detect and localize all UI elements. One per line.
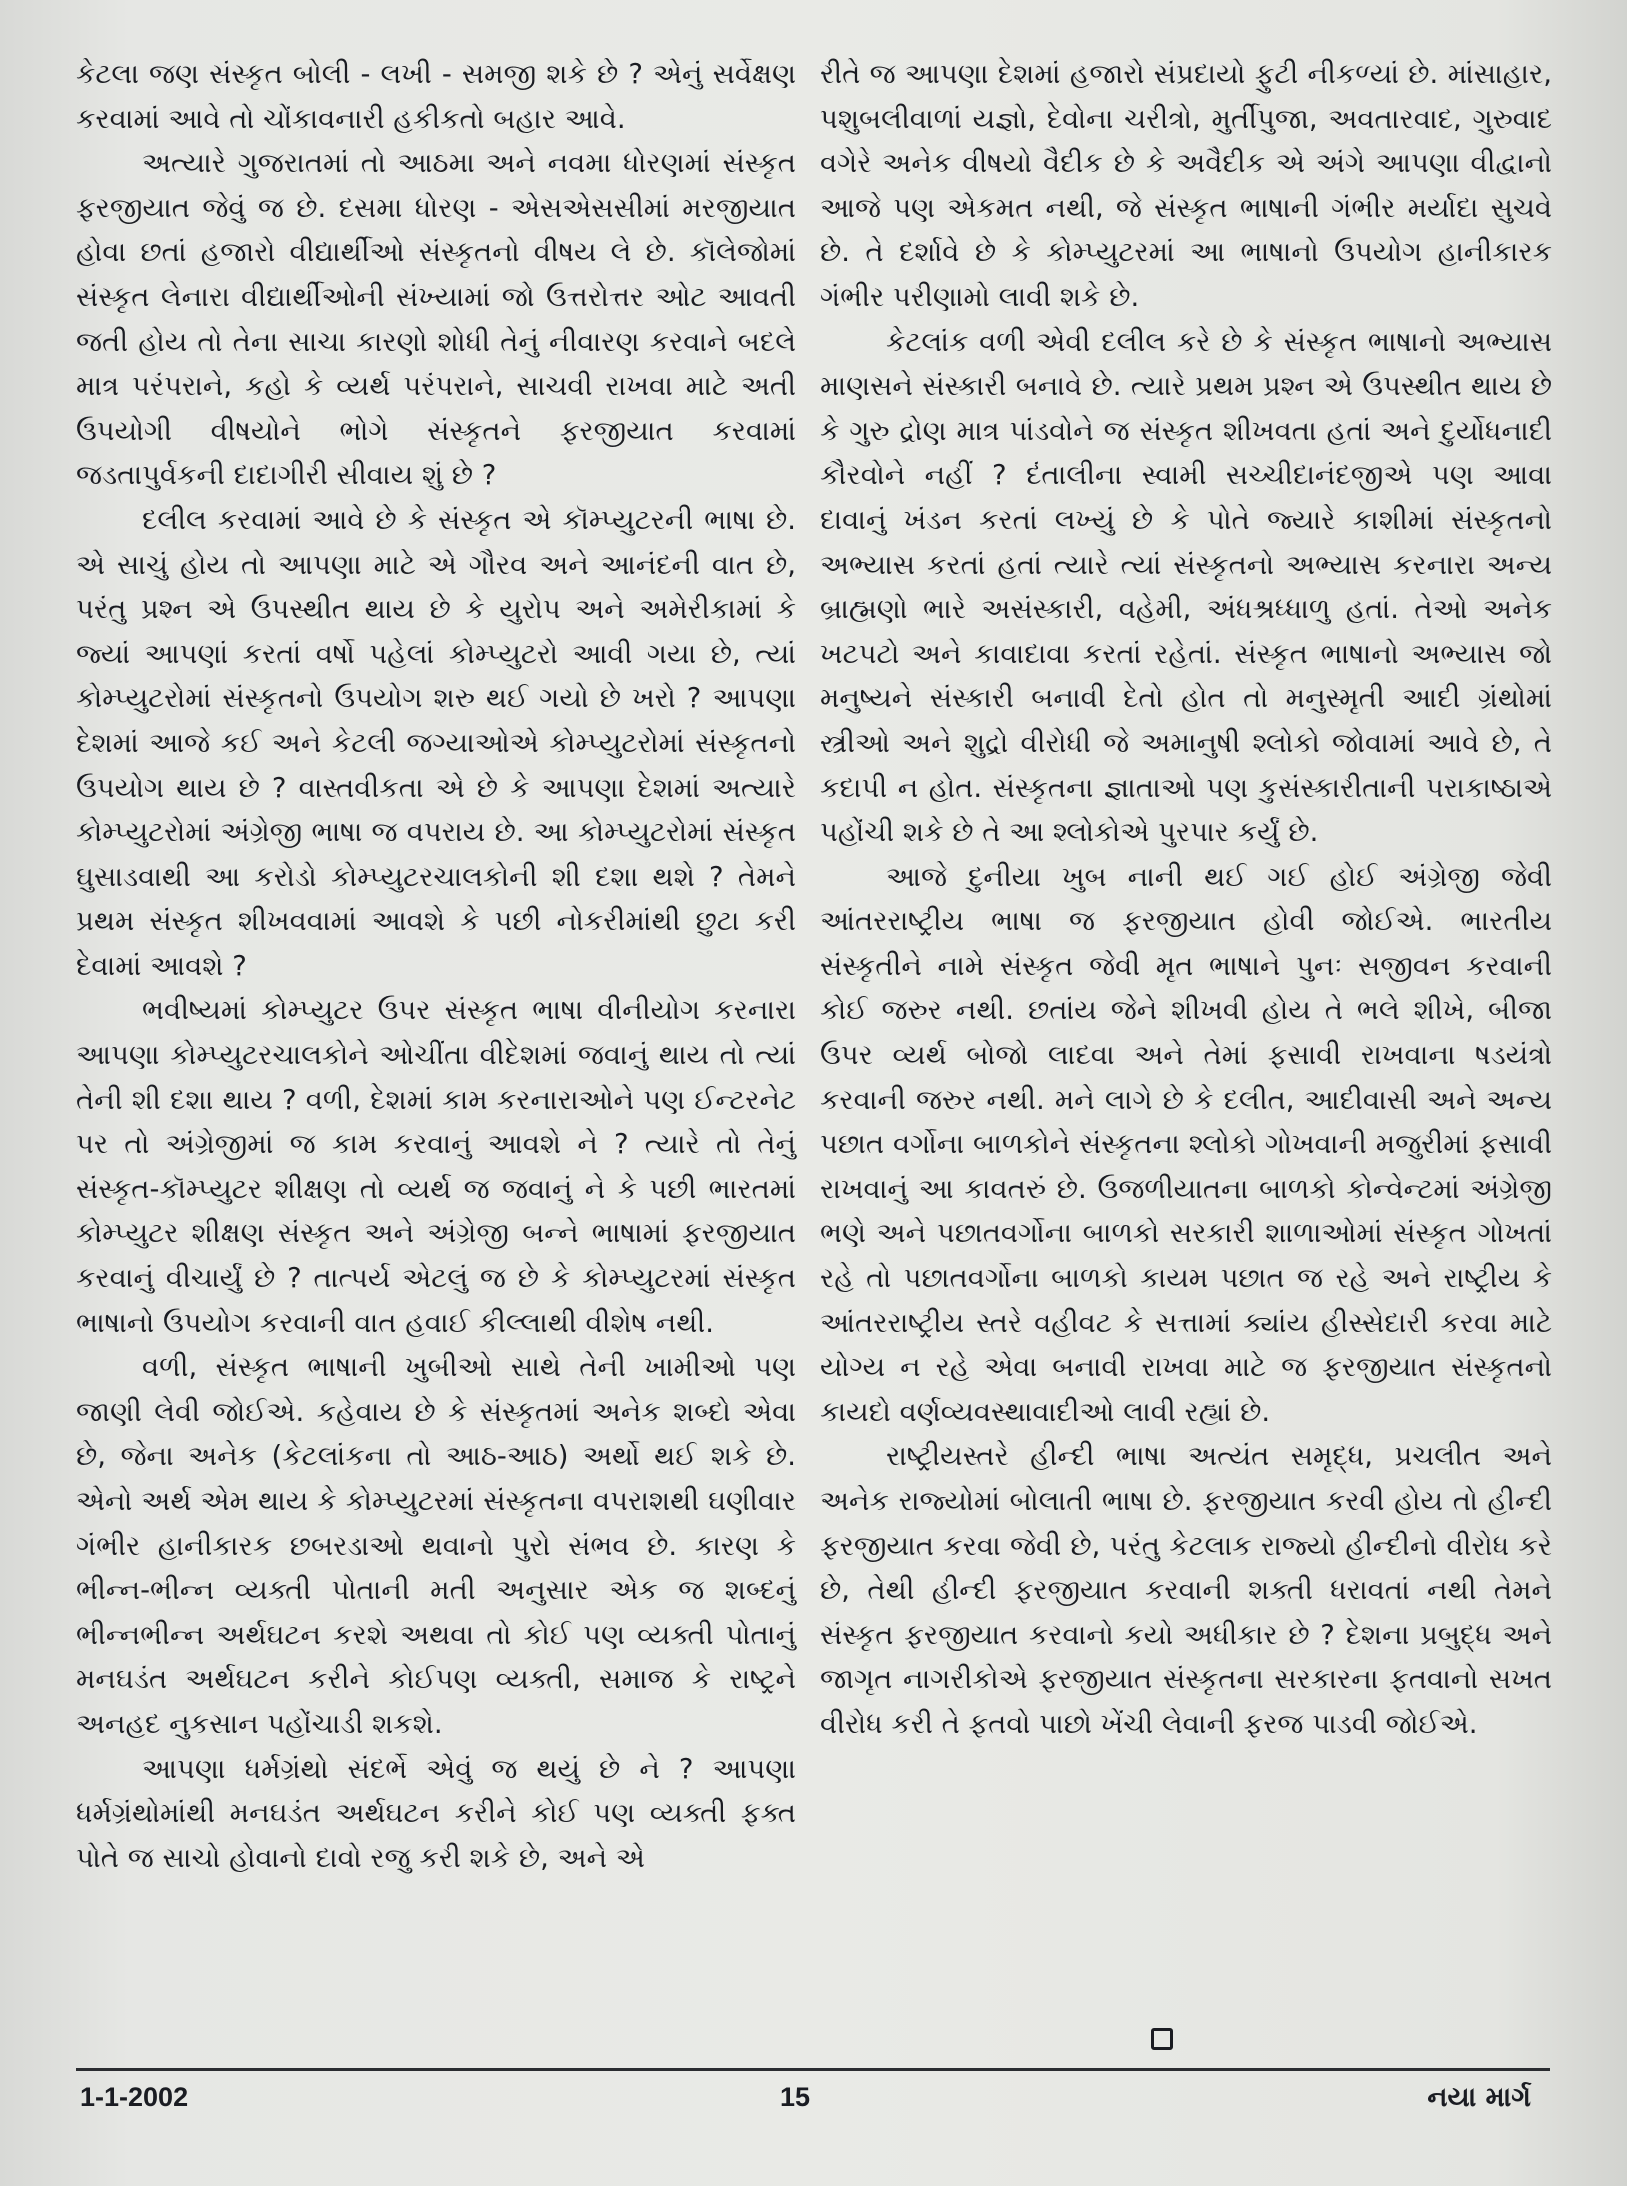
paragraph: ભવીષ્યમાં કોમ્પ્યુટર ઉપર સંસ્કૃત ભાષા વીનીયોગ કરનારા આપણા કોમ્પ્યુટરચાલકોને ઓચીંતા વીદેશમાં જવાનું થાય તો ત્યાં તેની શી દશા થાય ? વળી, દેશમાં કામ કરનારાઓને પણ ઈન્ટરનેટ પર તો અંગ્રેજીમાં જ કામ કરવાનું આવશે ને ? ત્યારે તો તેનું સંસ્કૃત-કૉમ્પ્યુટર શીક્ષણ તો વ્યર્થ જ જવાનું ને કે પછી ભારતમાં કોમ્પ્યુટર શીક્ષણ સંસ્કૃત અને અંગ્રેજી બન્ને ભાષામાં ફરજીયાત કરવાનું વીચાર્યું છે ? તાત્પર્ય એટલું જ છે કે કોમ્પ્યુટરમાં સંસ્કૃત ભાષાનો ઉપયોગ કરવાની વાત હવાઈ કીલ્લાથી વીશેષ નથી.: [76, 994, 796, 1339]
paragraph: અત્યારે ગુજરાતમાં તો આઠમા અને નવમા ધોરણમાં સંસ્કૃત ફરજીયાત જેવું જ છે. દસમા ધોરણ - એસએસસીમાં મરજીયાત હોવા છતાં હજારો વીદ્યાર્થીઓ સંસ્કૃતનો વીષય લે છે. કૉલેજોમાં સંસ્કૃત લેનારા વીદ્યાર્થીઓની સંખ્યામાં જો ઉત્તરોત્તર ઓટ આવતી જતી હોય તો તેના સાચા કારણો શોધી તેનું નીવારણ કરવાને બદલે માત્ર પરંપરાને, કહો કે વ્યર્થ પરંપરાને, સાચવી રાખવા માટે અતી ઉપયોગી વીષયોને ભોગે સંસ્કૃતને ફરજીયાત કરવામાં જડતાપુર્વકની દાદાગીરી સીવાય શું છે ?: [76, 147, 796, 492]
article-end-square-icon: [1151, 2028, 1173, 2050]
page-number: 15: [780, 2082, 811, 2112]
paragraph: કેટલા જણ સંસ્કૃત બોલી - લખી - સમજી શકે છે ? એનું સર્વેક્ષણ કરવામાં આવે તો ચોંકાવનારી હકીકતો બહાર આવે.: [76, 58, 796, 135]
paragraph: રાષ્ટ્રીયસ્તરે હીન્દી ભાષા અત્યંત સમૃદ્ધ, પ્રચલીત અને અનેક રાજ્યોમાં બોલાતી ભાષા છે. ફરજીયાત કરવી હોય તો હીન્દી ફરજીયાત કરવા જેવી છે, પરંતુ કેટલાક રાજ્યો હીન્દીનો વીરોધ કરે છે, તેથી હીન્દી ફરજીયાત કરવાની શક્તી ધરાવતાં નથી તેમને સંસ્કૃત ફરજીયાત કરવાનો કયો અધીકાર છે ? દેશના પ્રબુદ્ધ અને જાગૃત નાગરીકોએ ફરજીયાત સંસ્કૃતના સરકારના ફતવાનો સખત વીરોધ કરી તે ફતવો પાછો ખેંચી લેવાની ફરજ પાડવી જોઈએ.: [820, 1440, 1552, 1740]
footer-divider: [76, 2068, 1550, 2071]
paragraph: રીતે જ આપણા દેશમાં હજારો સંપ્રદાયો ફુટી નીકળ્યાં છે. માંસાહાર, પશુબલીવાળાં યજ્ઞો, દેવોના ચરીત્રો, મુર્તીપુજા, અવતારવાદ, ગુરુવાદ વગેરે અનેક વીષયો વૈદીક છે કે અવૈદીક એ અંગે આપણા વીદ્વાનો આજે પણ એકમત નથી, જે સંસ્કૃત ભાષાની ગંભીર મર્યાદા સુચવે છે. તે દર્શાવે છે કે કોમ્પ્યુટરમાં આ ભાષાનો ઉપયોગ હાનીકારક ગંભીર પરીણામો લાવી શકે છે.: [820, 58, 1552, 313]
issue-date: 1-1-2002: [80, 2082, 189, 2112]
paragraph: આપણા ધર્મગ્રંથો સંદર્ભે એવું જ થયું છે ને ? આપણા ધર્મગ્રંથોમાંથી મનઘડંત અર્થઘટન કરીને કોઈ પણ વ્યક્તી ફક્ત પોતે જ સાચો હોવાનો દાવો રજુ કરી શકે છે, અને એ: [76, 1752, 796, 1874]
left-column: [76, 52, 796, 1880]
paragraph: આજે દુનીયા ખુબ નાની થઈ ગઈ હોઈ અંગ્રેજી જેવી આંતરરાષ્ટ્રીય ભાષા જ ફરજીયાત હોવી જોઈએ. ભારતીય સંસ્કૃતીને નામે સંસ્કૃત જેવી મૃત ભાષાને પુનઃ સજીવન કરવાની કોઈ જરુર નથી. છતાંય જેને શીખવી હોય તે ભલે શીખે, બીજા ઉપર વ્યર્થ બોજો લાદવા અને તેમાં ફસાવી રાખવાના ષડયંત્રો કરવાની જરુર નથી. મને લાગે છે કે દલીત, આદીવાસી અને અન્ય પછાત વર્ગોના બાળકોને સંસ્કૃતના શ્લોકો ગોખવાની મજુરીમાં ફસાવી રાખવાનું આ કાવતરું છે. ઉજળીયાતના બાળકો કોન્વેન્ટમાં અંગ્રેજી ભણે અને પછાતવર્ગોના બાળકો સરકારી શાળાઓમાં સંસ્કૃત ગોખતાં રહે તો પછાતવર્ગોના બાળકો કાયમ પછાત જ રહે અને રાષ્ટ્રીય કે આંતરરાષ્ટ્રીય સ્તરે વહીવટ કે સત્તામાં ક્યાંય હીસ્સેદારી કરવા માટે યોગ્ય ન રહે એવા બનાવી રાખવા માટે જ ફરજીયાત સંસ્કૃતનો કાયદો વર્ણવ્યવસ્થાવાદીઓ લાવી રહ્યાં છે.: [820, 860, 1552, 1428]
paragraph: વળી, સંસ્કૃત ભાષાની ખુબીઓ સાથે તેની ખામીઓ પણ જાણી લેવી જોઈએ. કહેવાય છે કે સંસ્કૃતમાં અનેક શબ્દો એવા છે, જેના અનેક (કેટલાંકના તો આઠ-આઠ) અર્થો થઈ શકે છે. એનો અર્થ એમ થાય કે કોમ્પ્યુટરમાં સંસ્કૃતના વપરાશથી ઘણીવાર ગંભીર હાનીકારક છબરડાઓ થવાનો પુરો સંભવ છે. કારણ કે ભીન્ન-ભીન્ન વ્યક્તી પોતાની મતી અનુસાર એક જ શબ્દનું ભીન્નભીન્ન અર્થઘટન કરશે અથવા તો કોઈ પણ વ્યક્તી પોતાનું મનઘડંત અર્થઘટન કરીને કોઈપણ વ્યક્તી, સમાજ કે રાષ્ટ્રને અનહદ નુકસાન પહોંચાડી શકશે.: [76, 1351, 796, 1740]
paragraph: કેટલાંક વળી એવી દલીલ કરે છે કે સંસ્કૃત ભાષાનો અભ્યાસ માણસને સંસ્કારી બનાવે છે. ત્યારે પ્રથમ પ્રશ્ન એ ઉપસ્થીત થાય છે કે ગુરુ દ્રોણ માત્ર પાંડવોને જ સંસ્કૃત શીખવતા હતાં અને દુર્યોધનાદી કૌરવોને નહીં ? દંતાલીના સ્વામી સચ્ચીદાનંદજીએ પણ આવા દાવાનું ખંડન કરતાં લખ્યું છે કે પોતે જ્યારે કાશીમાં સંસ્કૃતનો અભ્યાસ કરતાં હતાં ત્યારે ત્યાં સંસ્કૃતનો અભ્યાસ કરનારા અન્ય બ્રાહ્મણો ભારે અસંસ્કારી, વહેમી, અંધશ્રધ્ધાળુ હતાં. તેઓ અનેક ખટપટો અને કાવાદાવા કરતાં રહેતાં. સંસ્કૃત ભાષાનો અભ્યાસ જો મનુષ્યને સંસ્કારી બનાવી દેતો હોત તો મનુસ્મૃતી આદી ગ્રંથોમાં સ્ત્રીઓ અને શુદ્રો વીરોધી જે અમાનુષી શ્લોકો જોવામાં આવે છે, તે કદાપી ન હોત. સંસ્કૃતના જ્ઞાતાઓ પણ કુસંસ્કારીતાની પરાકાષ્ઠાએ પહોંચી શકે છે તે આ શ્લોકોએ પુરપાર કર્યું છે.: [820, 325, 1552, 849]
paragraph: દલીલ કરવામાં આવે છે કે સંસ્કૃત એ કૉમ્પ્યુટરની ભાષા છે. એ સાચું હોય તો આપણા માટે એ ગૌરવ અને આનંદની વાત છે, પરંતુ પ્રશ્ન એ ઉપસ્થીત થાય છે કે યુરોપ અને અમેરીકામાં કે જ્યાં આપણાં કરતાં વર્ષો પહેલાં કોમ્પ્યુટરો આવી ગયા છે, ત્યાં કોમ્પ્યુટરોમાં સંસ્કૃતનો ઉપયોગ શરુ થઈ ગયો છે ખરો ? આપણા દેશમાં આજે કઈ અને કેટલી જગ્યાઓએ કોમ્પ્યુટરોમાં સંસ્કૃતનો ઉપયોગ થાય છે ? વાસ્તવીકતા એ છે કે આપણા દેશમાં અત્યારે કોમ્પ્યુટરોમાં અંગ્રેજી ભાષા જ વપરાય છે. આ કોમ્પ્યુટરોમાં સંસ્કૃત ઘુસાડવાથી આ કરોડો કોમ્પ્યુટરચાલકોની શી દશા થશે ? તેમને પ્રથમ સંસ્કૃત શીખવવામાં આવશે કે પછી નોકરીમાંથી છુટા કરી દેવામાં આવશે ?: [76, 503, 796, 982]
magazine-name: નયા માર્ગ: [1427, 2082, 1531, 2113]
right-column: [820, 52, 1552, 1747]
